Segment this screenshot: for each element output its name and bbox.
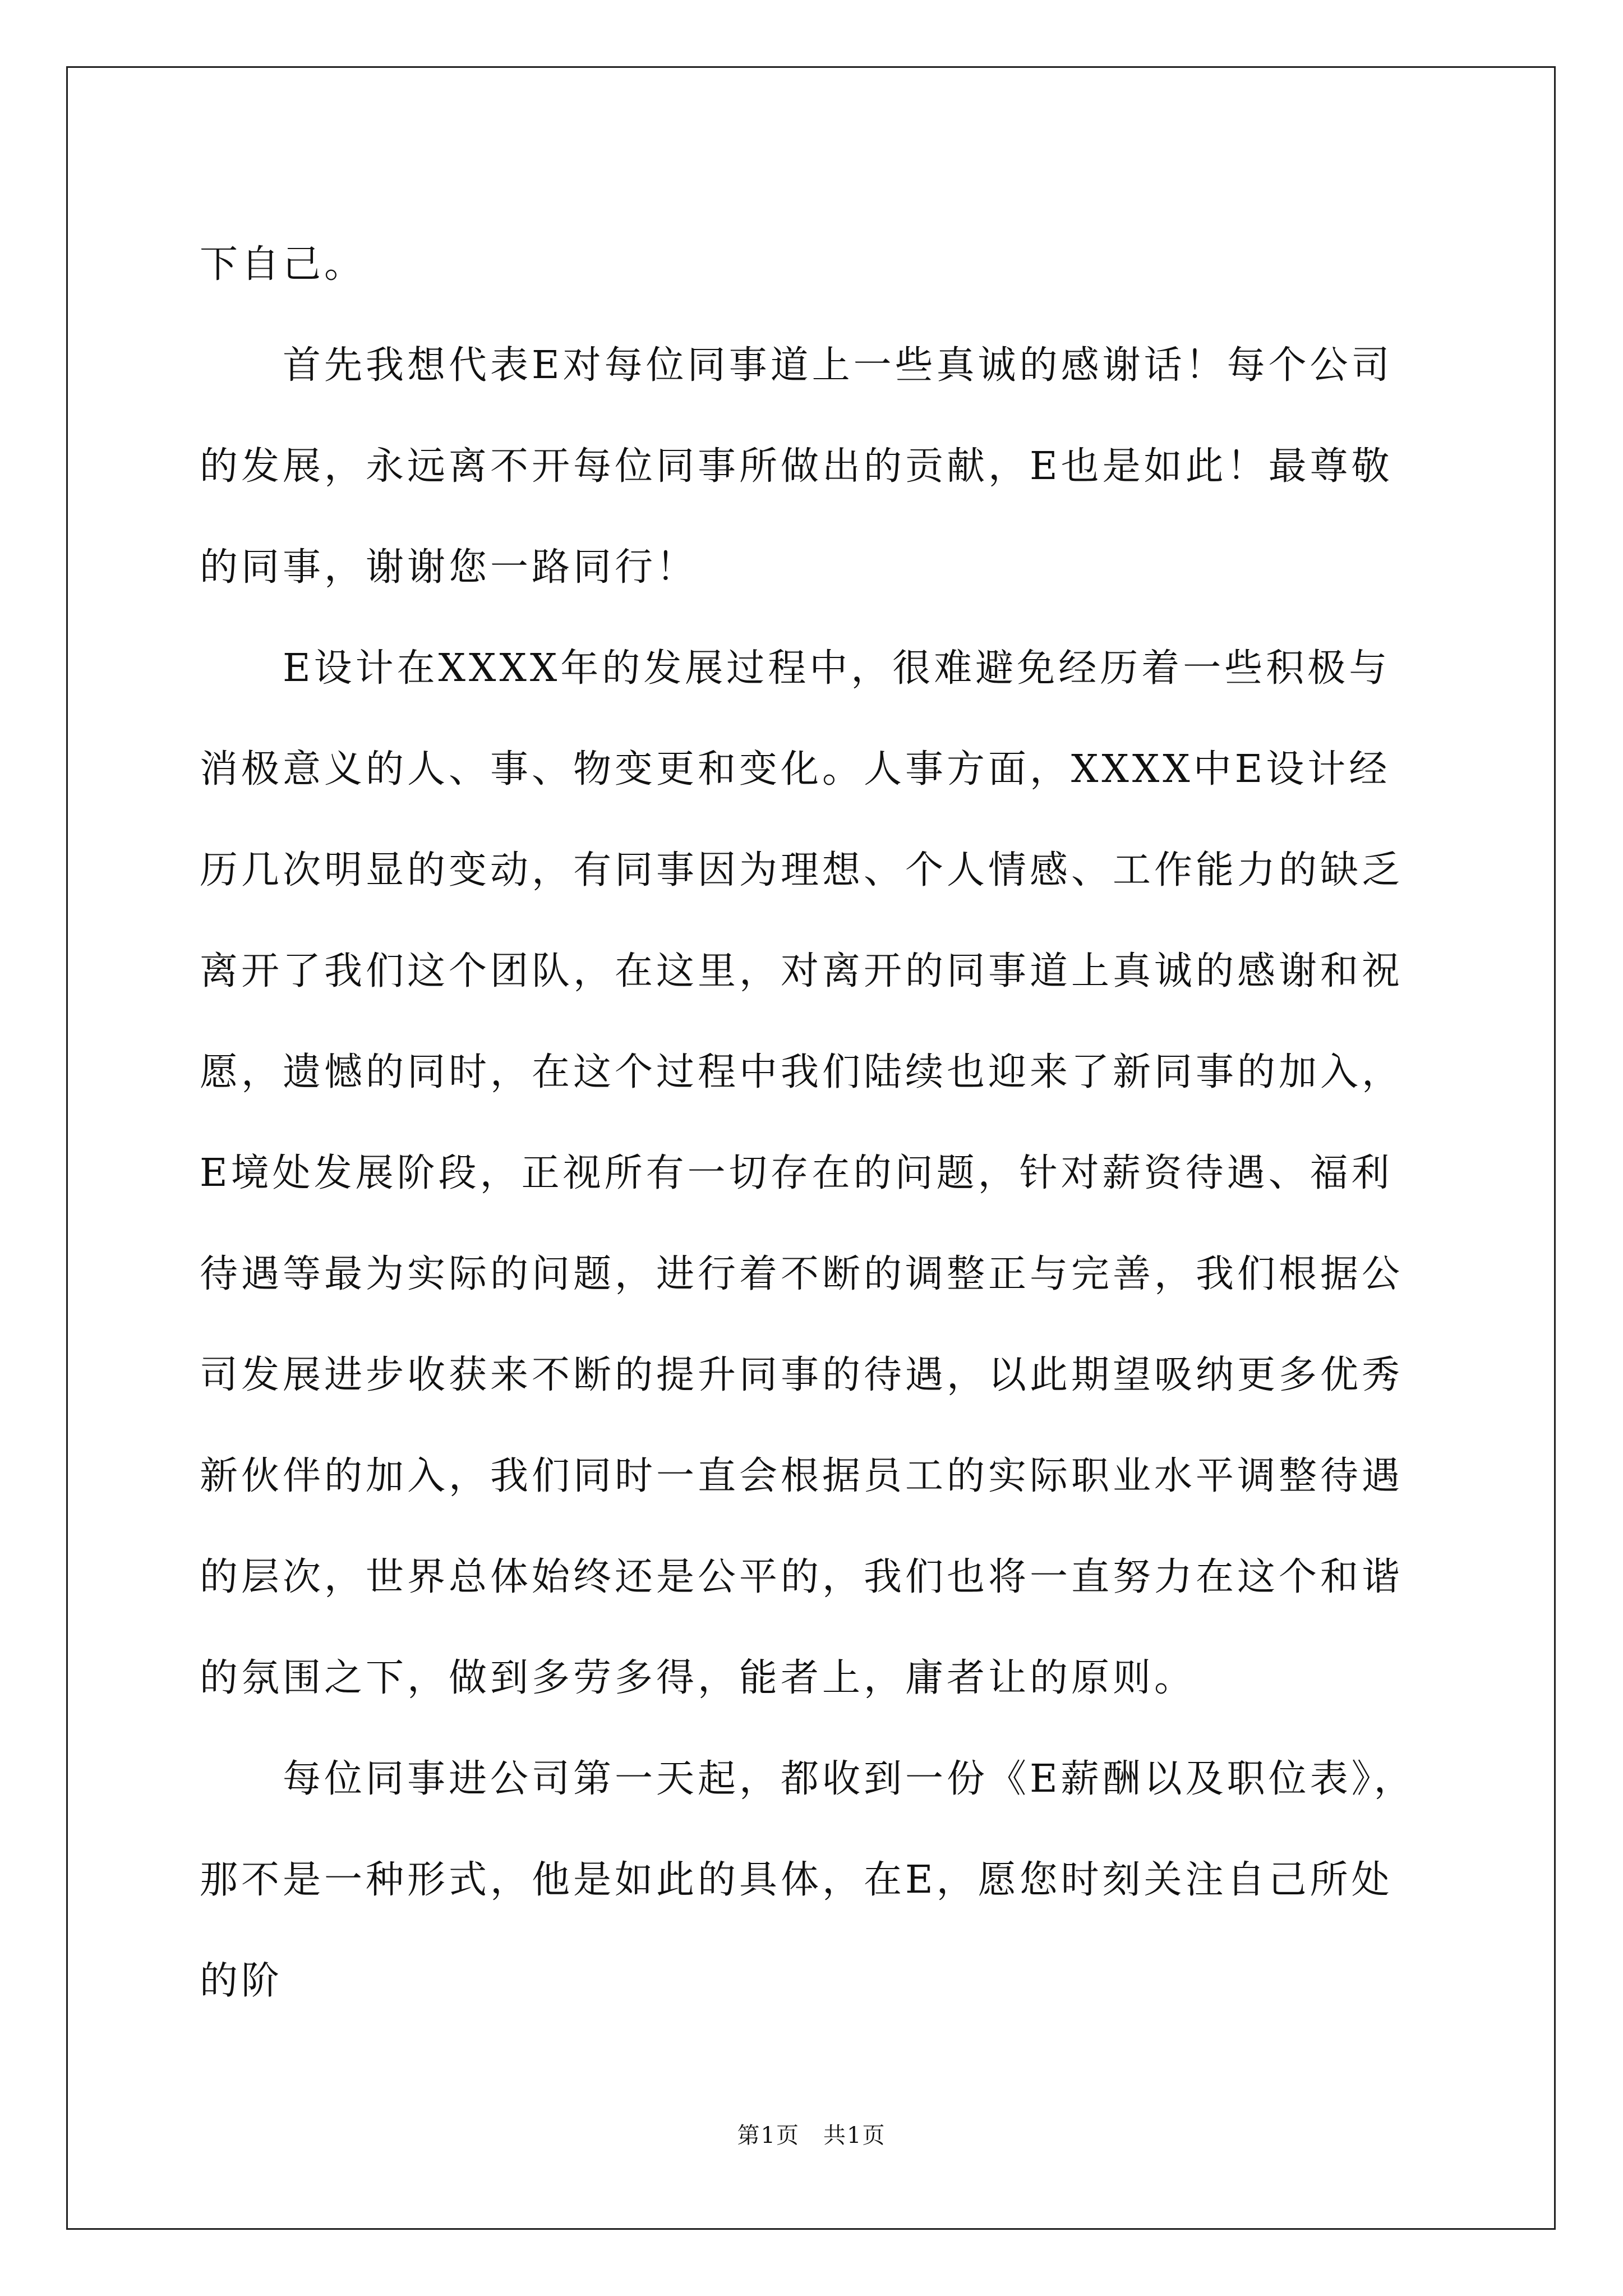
paragraph: 每位同事进公司第一天起，都收到一份《E薪酬以及职位表》，那不是一种形式，他是如此的具体，在E，愿您时刻关注自己所处的阶 — [200, 1757, 1415, 2003]
paragraph: E设计在XXXX年的发展过程中，很难避免经历着一些积极与消极意义的人、事、物变更和变化。人事方面，XXXX中E设计经历几次明显的变动，有同事因为理想、个人情感、工作能力的缺乏离开了我们这个团队，在这里，对离开的同事道上真诚的感谢和祝愿，遗憾的同时，在这个过程中我们陆续也迎来了新同事的加入，E境处发展阶段，正视所有一切存在的问题，针对薪资待遇、福利待遇等最为实际的问题，进行着不断的调整正与完善，我们根据公司发展进步收获来不断的提升同事的待遇，以此期望吸纳更多优秀新伙伴的加入，我们同时一直会根据员工的实际职业水平调整待遇的层次，世界总体始终还是公平的，我们也将一直努力在这个和谐的氛围之下，做到多劳多得，能者上，庸者让的原则。 — [200, 646, 1404, 1700]
page-footer: 第1页 共1页 — [737, 2123, 886, 2148]
paragraph: 下自己。 — [200, 242, 366, 287]
paragraph: 首先我想代表E对每位同事道上一些真诚的感谢话！每个公司的发展，永远离不开每位同事所做出的贡献，E也是如此！最尊敬的同事，谢谢您一路同行！ — [200, 343, 1393, 590]
document-body — [200, 214, 1422, 2032]
